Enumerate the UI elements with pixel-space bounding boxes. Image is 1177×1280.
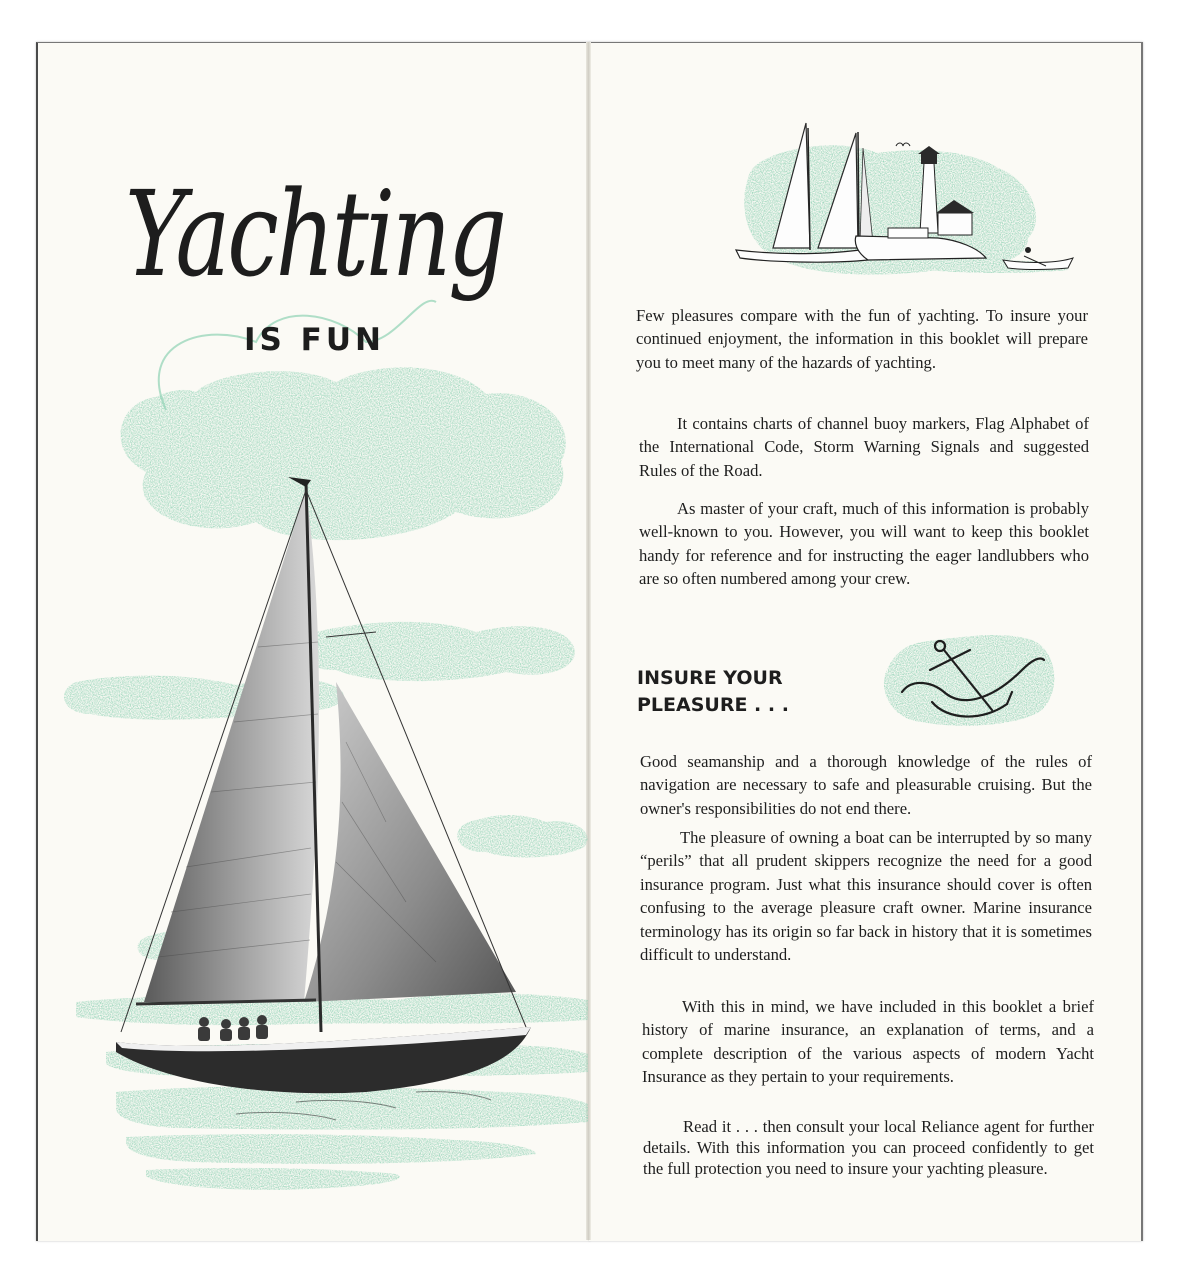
title-subtitle: IS FUN bbox=[244, 322, 385, 358]
section-heading bbox=[637, 665, 789, 719]
intro-paragraph-1: Few pleasures compare with the fun of yachting. To insure your continued enjoyment, the information in this booklet will prepare you to meet many of the hazards of yachting. bbox=[636, 306, 1088, 372]
section-heading-line-1: INSURE YOUR bbox=[637, 667, 783, 689]
section-paragraph-1: Good seamanship and a thorough knowledge of the rules of navigation are necessary to safe and pleasurable cruising. But the owner's responsibilities do not end there. bbox=[640, 752, 1092, 818]
schooner-lighthouse-illustration bbox=[728, 118, 1088, 286]
section-heading-line-2: PLEASURE . . . bbox=[637, 694, 789, 716]
intro-paragraph-2: It contains charts of channel buoy markers, Flag Alphabet of the International Code, Storm Warning Signals and suggested Rules of the Road. bbox=[639, 414, 1089, 480]
title-script: Yachting bbox=[125, 165, 504, 303]
section-paragraph-4: Read it . . . then consult your local Reliance agent for further details. With this information you can proceed confidently to get the full protection you need to insure your yachting pleasure. bbox=[643, 1117, 1094, 1178]
intro-paragraph-3: As master of your craft, much of this information is probably well-known to you. However, you will want to keep this booklet handy for reference and for instructing the eager landlubbers who are so often numbered among your crew. bbox=[639, 499, 1089, 589]
anchor-icon bbox=[872, 630, 1062, 730]
section-paragraph-3: With this in mind, we have included in this booklet a brief history of marine insurance, an explanation of terms, and a complete description of the various aspects of modern Yacht Insurance as they pertain to your requirements. bbox=[642, 997, 1094, 1087]
section-paragraph-2: The pleasure of owning a boat can be interrupted by so many “perils” that all prudent skippers recognize the need for a good insurance program. Just what this insurance should cover is often confusing to the average pleasure craft owner. Marine insurance terminology has its origin so far back in history that it is sometimes difficult to understand. bbox=[640, 828, 1092, 965]
